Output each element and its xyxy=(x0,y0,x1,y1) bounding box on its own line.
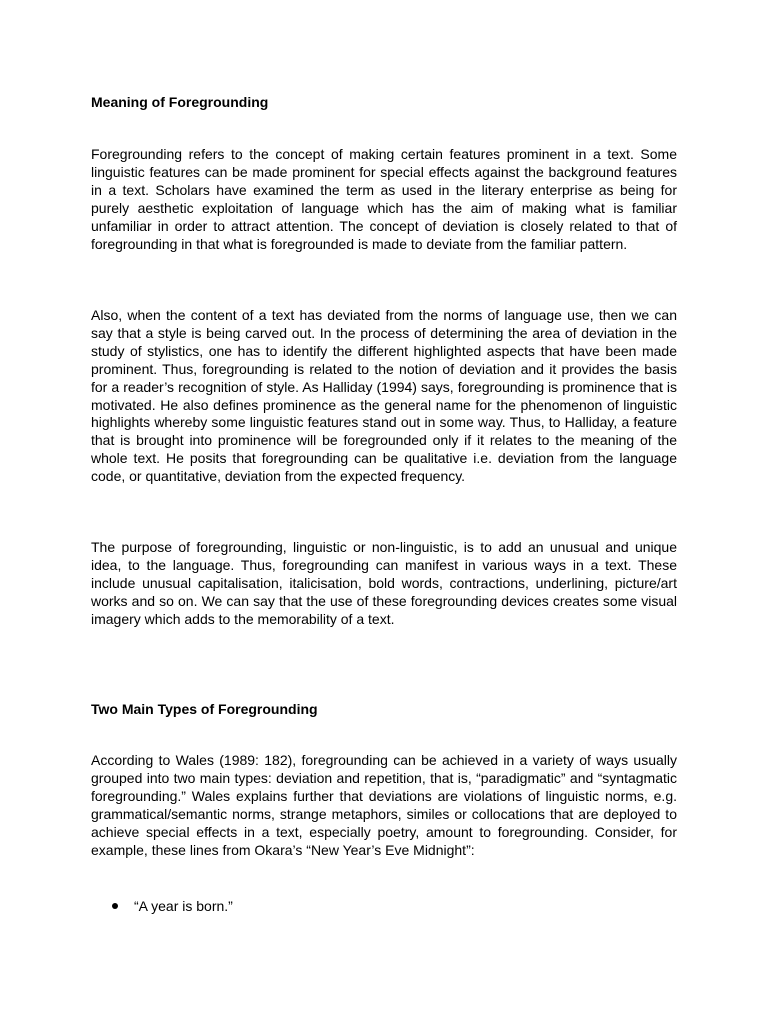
section-heading-two-types: Two Main Types of Foregrounding xyxy=(91,701,318,717)
paragraph-purpose: The purpose of foregrounding, linguistic or non-linguistic, is to add an unusual and unique idea, to the language. Thus, foregrounding can manifest in various ways in a text. These include unusual capitalisation, italicisation, bold words, contractions, underlining, picture/art works and so on. We can say that the use of these foregrounding devices creates some visual imagery which adds to the memorability of a text. xyxy=(91,539,677,627)
bullet-icon xyxy=(112,903,118,909)
quote-bullet-list xyxy=(91,897,677,915)
section-heading-meaning: Meaning of Foregrounding xyxy=(91,94,269,110)
paragraph-wales: According to Wales (1989: 182), foregrounding can be achieved in a variety of ways usually grouped into two main types: deviation and repetition, that is, “paradigmatic” and “syntagmatic foregrounding.” Wales explains further that deviations are violations of linguistic norms, e.g. grammatical/semantic norms, strange metaphors, similes or collocations that are deployed to achieve special effects in a text, especially poetry, amount to foregrounding. Consider, for example, these lines from Okara’s “New Year’s Eve Midnight”: xyxy=(91,752,677,858)
paragraph-definition: Foregrounding refers to the concept of making certain features prominent in a text. Some linguistic features can be made prominent for special effects against the background features in a text. Scholars have examined the term as used in the literary enterprise as being for purely aesthetic exploitation of language which has the aim of making what is familiar unfamiliar in order to attract attention. The concept of deviation is closely related to that of foregrounding in that what is foregrounded is made to deviate from the familiar pattern. xyxy=(91,146,677,252)
list-item xyxy=(91,897,677,915)
paragraph-deviation: Also, when the content of a text has deviated from the norms of language use, then we can say that a style is being carved out. In the process of determining the area of deviation in the study of stylistics, one has to identify the different highlighted aspects that have been made prominent. Thus, foregrounding is related to the notion of deviation and it provides the basis for a reader’s recognition of style. As Halliday (1994) says, foregrounding is prominence that is motivated. He also defines prominence as the general name for the phenomenon of linguistic highlights whereby some linguistic features stand out in some way. Thus, to Halliday, a feature that is brought into prominence will be foregrounded only if it relates to the meaning of the whole text. He posits that foregrounding can be qualitative i.e. deviation from the language code, or quantitative, deviation from the expected frequency. xyxy=(91,307,677,485)
quote-text: “A year is born.” xyxy=(134,898,233,914)
